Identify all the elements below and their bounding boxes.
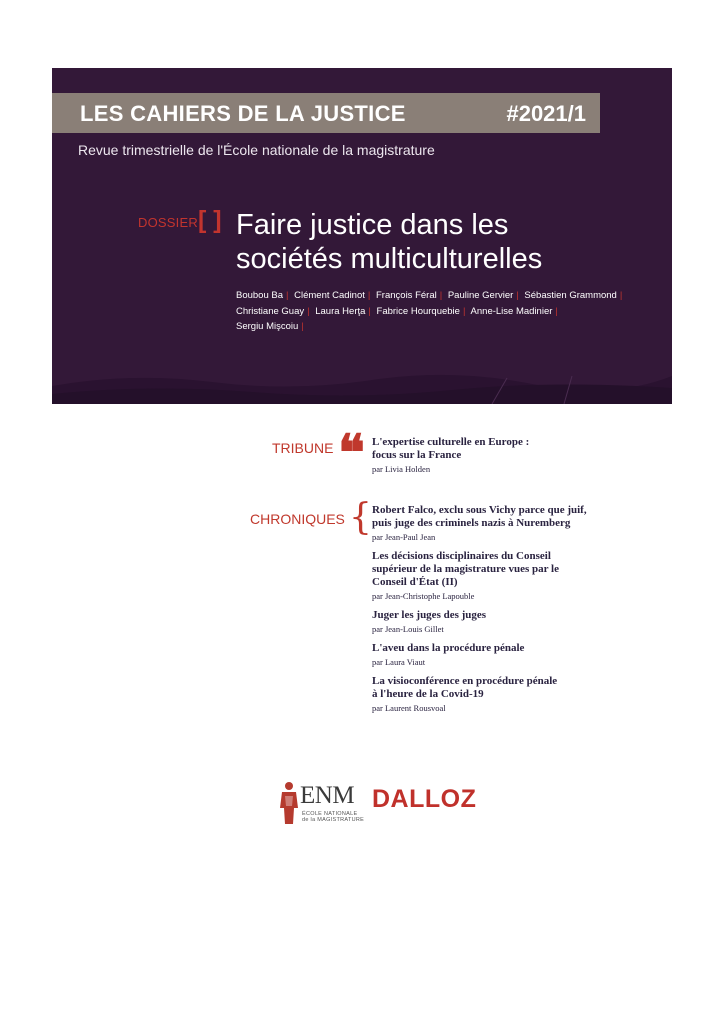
article-title: L'aveu dans la procédure pénale	[372, 642, 525, 654]
enm-logo	[278, 778, 370, 826]
author: François Féral	[376, 290, 437, 301]
author: Sébastien Grammond	[524, 290, 617, 301]
author-separator: |	[301, 321, 304, 332]
chronique-article	[372, 504, 662, 543]
author: Christiane Guay	[236, 305, 305, 317]
article-author: par Laurent Rousvoal	[372, 703, 446, 713]
author-list	[236, 288, 656, 335]
enm-subtitle: ÉCOLE NATIONALE de la MAGISTRATURE	[302, 811, 365, 823]
author: Pauline Gervier	[447, 290, 514, 301]
chronique-article	[372, 642, 662, 668]
author-separator: |	[516, 290, 519, 301]
author-separator: |	[368, 305, 371, 317]
dossier-title-line: sociétés multiculturelles	[236, 243, 543, 275]
justice-figure-icon	[278, 780, 300, 826]
author-separator: |	[367, 290, 371, 301]
tribune-article	[372, 436, 662, 475]
chronique-article	[372, 609, 662, 635]
author-separator: |	[462, 305, 466, 317]
issue-number: #2021/1	[506, 101, 586, 126]
article-title: La visioconférence en procédure pénale à l'heure de la Covid-19	[372, 675, 558, 700]
dalloz-logo: DALLOZ	[372, 785, 477, 813]
author-separator: |	[619, 290, 623, 301]
journal-subtitle: Revue trimestrielle de l'École nationale de la magistrature	[78, 142, 435, 158]
brace-icon: {	[349, 497, 372, 538]
dossier-brackets: [ ]	[198, 206, 222, 234]
dossier-title-line: Faire justice dans les	[236, 209, 509, 241]
chroniques-label: CHRONIQUES	[250, 511, 345, 527]
author: Anne-Lise Madinier	[470, 305, 553, 317]
enm-wordmark: ENM	[300, 782, 355, 809]
author-separator: |	[555, 305, 558, 317]
dossier-label: DOSSIER	[138, 215, 198, 230]
author: Sergiu Mişcoiu	[236, 321, 299, 332]
chronique-article	[372, 550, 662, 602]
author: Boubou Ba	[236, 290, 284, 301]
author-separator: |	[286, 290, 289, 301]
chronique-article	[372, 675, 662, 714]
dossier-title	[236, 208, 656, 276]
decorative-wave	[52, 364, 672, 404]
author-separator: |	[307, 305, 310, 317]
article-title: L'expertise culturelle en Europe : focus sur la France	[372, 436, 530, 461]
title-bar	[52, 93, 600, 133]
article-author: par Laura Viaut	[372, 657, 426, 667]
author: Fabrice Hourquebie	[376, 305, 460, 317]
article-author: par Jean-Paul Jean	[372, 532, 436, 542]
author: Laura Herţa	[315, 305, 366, 317]
author-separator: |	[439, 290, 443, 301]
cover-banner	[52, 68, 672, 404]
journal-title: LES CAHIERS DE LA JUSTICE	[80, 101, 406, 126]
tribune-label: TRIBUNE	[272, 440, 334, 456]
article-author: par Jean-Christophe Lapouble	[372, 591, 475, 601]
article-title: Juger les juges des juges	[372, 609, 487, 621]
article-title: Robert Falco, exclu sous Vichy parce que juif, puis juge des criminels nazis à Nuremberg	[372, 504, 587, 529]
article-title: Les décisions disciplinaires du Conseil supérieur de la magistrature vues par le Conseil d'État (II)	[372, 550, 559, 588]
article-author: par Jean-Louis Gillet	[372, 624, 444, 634]
article-author: par Livia Holden	[372, 464, 431, 474]
author: Clément Cadinot	[294, 290, 365, 301]
quote-icon: ❝	[338, 423, 365, 482]
